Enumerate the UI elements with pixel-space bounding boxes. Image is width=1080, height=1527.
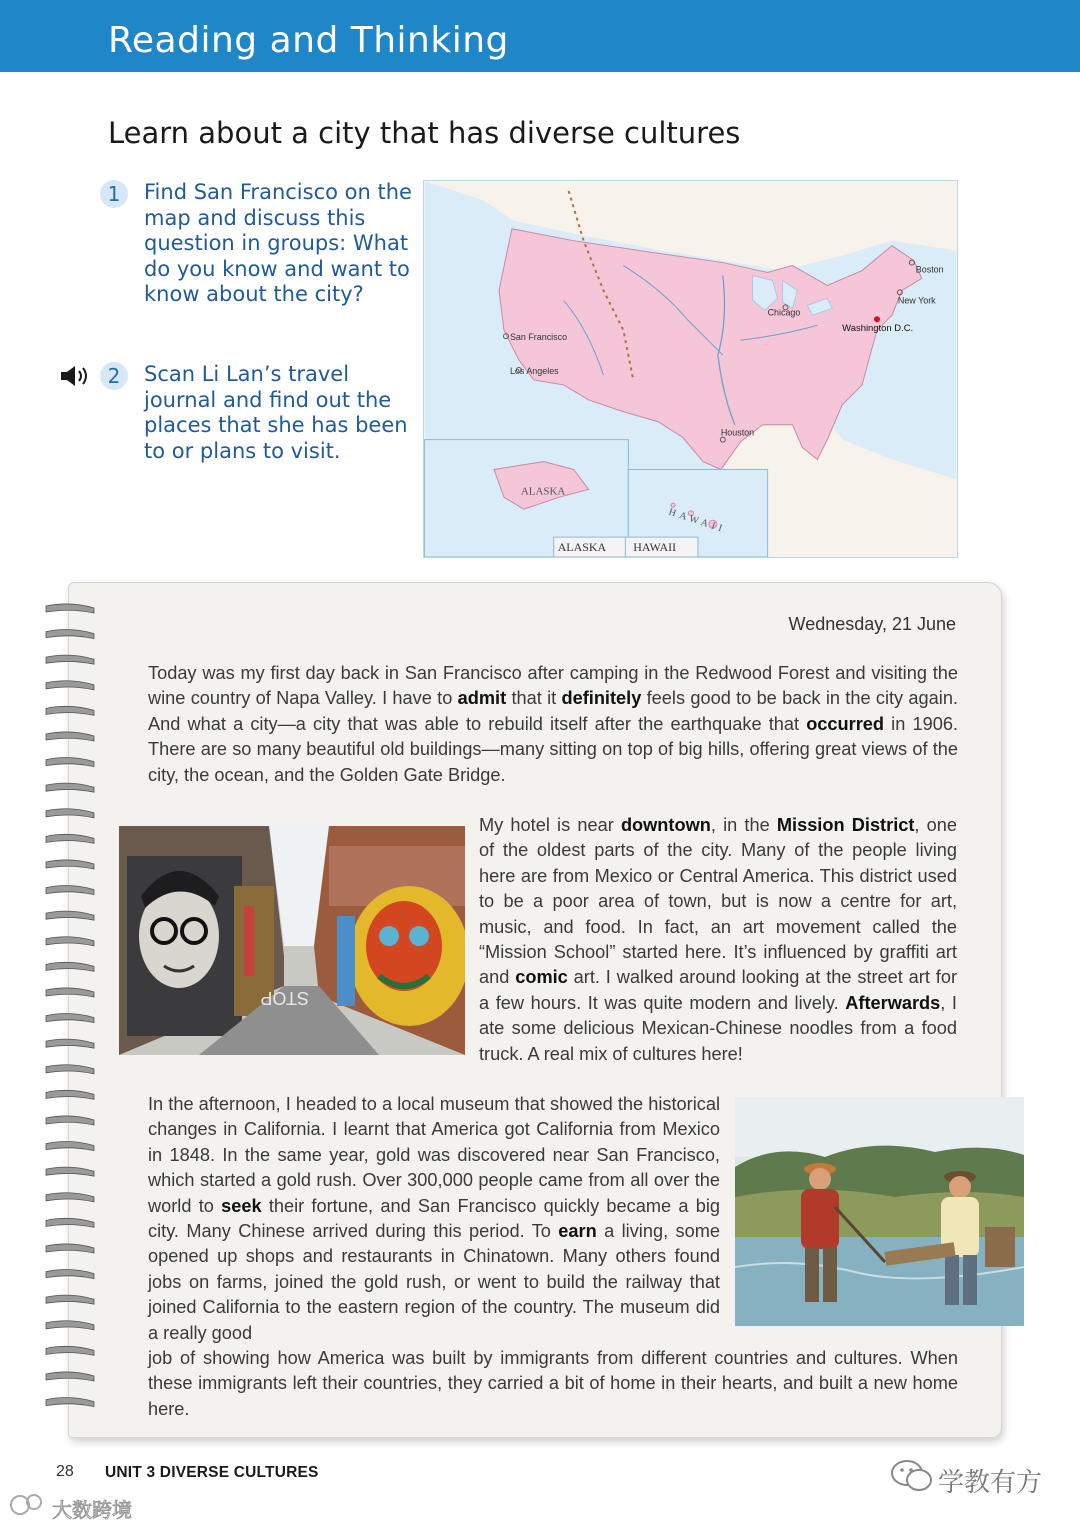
map-label-san-francisco: San Francisco bbox=[509, 332, 568, 343]
unit-title: UNIT 3 DIVERSE CULTURES bbox=[105, 1464, 319, 1481]
journal-paragraph-3-continued: job of showing how America was built by immigrants from different countries and cultures. When these immigrants left their countries, they carried a bit of home in their hearts, and built a new home here. bbox=[148, 1348, 958, 1419]
map-label-new-york: New York bbox=[897, 295, 936, 306]
vocab-word: occurred bbox=[806, 713, 885, 734]
spiral-ring bbox=[46, 1321, 94, 1330]
spiral-ring bbox=[46, 1295, 94, 1304]
vocab-word: definitely bbox=[561, 688, 642, 709]
spiral-ring bbox=[46, 1167, 94, 1176]
spiral-ring bbox=[46, 681, 94, 690]
spiral-ring bbox=[46, 1014, 94, 1023]
us-map bbox=[423, 180, 958, 558]
wechat-icon bbox=[890, 1458, 934, 1494]
spiral-ring bbox=[46, 911, 94, 920]
section-title: Learn about a city that has diverse cultures bbox=[108, 116, 741, 150]
spiral-ring bbox=[46, 962, 94, 971]
spiral-ring bbox=[46, 1244, 94, 1253]
spiral-ring bbox=[46, 758, 94, 767]
journal-paragraph-2: My hotel is near downtown, in the Mission District, one of the oldest parts of the city. Many of the people living here are from Mexico or Central America. This district used to be a poor area of town, but is now a centre for art, music, and food. In fact, an art movement called the “Mission School” started here. It’s influenced by graffiti art and comic art. I walked around looking at the street art for a few hours. It was quite modern and lively. Afterwards, I ate some delicious Mexican-Chinese noodles from a food truck. A real mix of cultures here! bbox=[479, 815, 957, 1064]
spiral-ring bbox=[46, 1346, 94, 1355]
vocab-word: Afterwards bbox=[845, 992, 941, 1013]
task-number: 1 bbox=[100, 180, 128, 208]
map-label-alaska: ALASKA bbox=[520, 485, 566, 498]
vocab-word: Mission District bbox=[776, 815, 915, 835]
spiral-ring bbox=[46, 1270, 94, 1279]
street-painted-text: STOP bbox=[260, 988, 309, 1008]
spiral-ring bbox=[46, 1218, 94, 1227]
map-label-chicago: Chicago bbox=[767, 307, 801, 318]
spiral-ring bbox=[46, 655, 94, 664]
task-text: Find San Francisco on the map and discuss this question in groups: What do you know and want to know about the city? bbox=[144, 180, 412, 306]
spiral-ring bbox=[46, 1193, 94, 1202]
journal-paragraph-1: Today was my first day back in San Francisco after camping in the Redwood Forest and visiting the wine country of Napa Valley. I have to admit that it definitely feels good to be back in the city again. And what a city—a city that was able to rebuild itself after the earthquake that occurred in 1906. There are so many beautiful old buildings—many sitting on top of big hills, offering great views of the city, the ocean, and the Golden Gate Bridge. bbox=[148, 663, 958, 785]
spiral-ring bbox=[46, 937, 94, 946]
watermark-left-text: 大数跨境 bbox=[52, 1498, 132, 1522]
spiral-ring bbox=[46, 706, 94, 715]
map-label-houston: Houston bbox=[720, 427, 755, 438]
vocab-word: seek bbox=[221, 1195, 262, 1216]
task-text: Scan Li Lan’s travel journal and find out the places that she has been to or plans to visit. bbox=[144, 362, 408, 463]
mission-district-street-art-photo bbox=[119, 826, 465, 1055]
watermark-right bbox=[890, 1458, 1060, 1498]
capital-marker bbox=[874, 316, 880, 322]
map-inset-hawaii: HAWAII bbox=[633, 540, 677, 555]
spiral-ring bbox=[46, 809, 94, 818]
speaker-icon[interactable] bbox=[60, 365, 94, 387]
spiral-binding bbox=[42, 600, 98, 1420]
spiral-ring bbox=[46, 1142, 94, 1151]
spiral-ring bbox=[46, 630, 94, 639]
task-number: 2 bbox=[100, 362, 128, 390]
spiral-ring bbox=[46, 1065, 94, 1074]
spiral-ring bbox=[46, 783, 94, 792]
spiral-ring bbox=[46, 732, 94, 741]
header-bar bbox=[0, 0, 1080, 72]
header-title: Reading and Thinking bbox=[108, 20, 509, 61]
spiral-ring bbox=[46, 1398, 94, 1407]
map-label-los-angeles: Los Angeles bbox=[509, 365, 559, 376]
map-inset-alaska: ALASKA bbox=[557, 540, 607, 555]
spiral-ring bbox=[46, 1116, 94, 1125]
journal-paragraph-3: In the afternoon, I headed to a local museum that showed the historical changes in California. I learnt that America got California from Mexico in 1848. In the same year, gold was discovered near San Francisco, which started a gold rush. Over 300,000 people came from all over the world to seek their fortune, and San Francisco quickly became a big city. Many Chinese arrived during this period. To earn a living, some opened up shops and restaurants in Chinatown. Many others found jobs on farms, joined the gold rush, or went to build the railway that joined California to the eastern region of the country. The museum did a really good bbox=[148, 1094, 720, 1343]
spiral-ring bbox=[46, 886, 94, 895]
gold-rush-illustration bbox=[735, 1097, 1024, 1326]
map-label-hawaii: HAWAII bbox=[667, 506, 728, 536]
watermark-right-text: 学教有方 bbox=[938, 1468, 1043, 1498]
spiral-ring bbox=[46, 988, 94, 997]
spiral-ring bbox=[46, 1090, 94, 1099]
spiral-ring bbox=[46, 834, 94, 843]
watermark-left bbox=[8, 1490, 158, 1524]
spiral-ring bbox=[46, 860, 94, 869]
spiral-ring bbox=[46, 604, 94, 613]
map-label-boston: Boston bbox=[915, 264, 944, 275]
vocab-word: comic bbox=[515, 967, 568, 988]
journal-date: Wednesday, 21 June bbox=[788, 614, 956, 634]
spiral-ring bbox=[46, 1039, 94, 1048]
map-label-washington: Washington D.C. bbox=[842, 323, 914, 335]
vocab-word: admit bbox=[457, 688, 507, 709]
spiral-ring bbox=[46, 1372, 94, 1381]
vocab-word: earn bbox=[558, 1221, 597, 1242]
page-number: 28 bbox=[56, 1463, 74, 1480]
brand-logo-icon bbox=[8, 1490, 48, 1520]
vocab-word: downtown bbox=[620, 815, 711, 835]
